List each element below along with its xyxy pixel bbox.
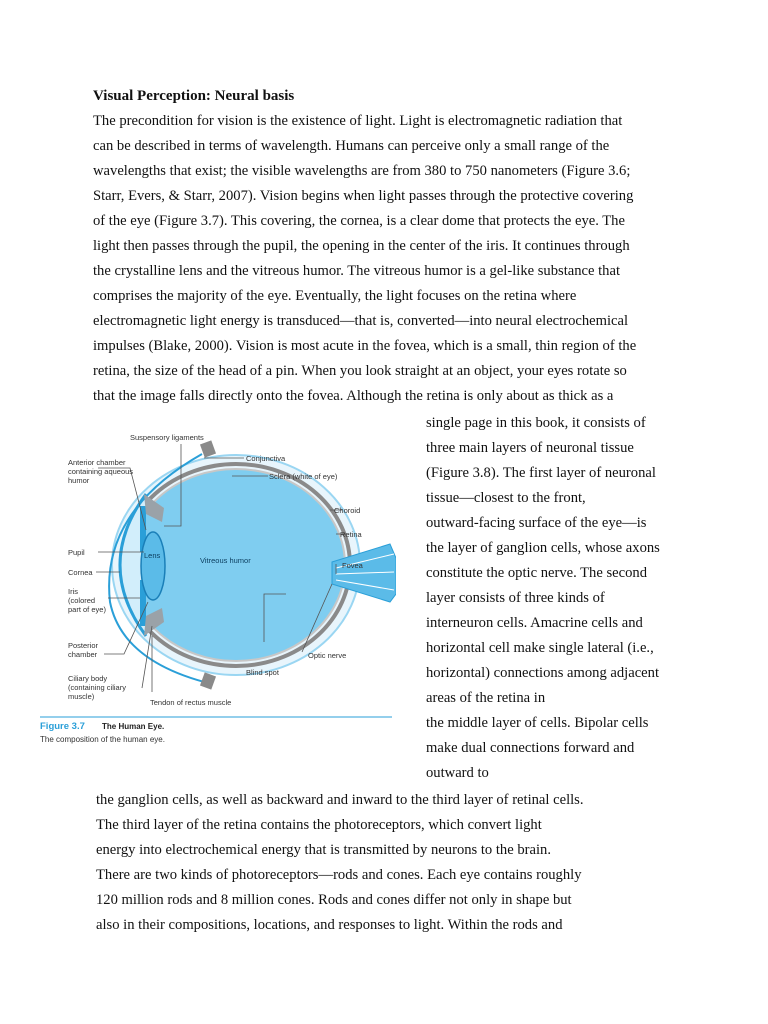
label-blind-spot: Blind spot (246, 668, 279, 677)
paragraph-line: The precondition for vision is the existence of light. Light is electromagnetic radiation that (93, 113, 623, 129)
label-posterior-2: chamber (68, 650, 98, 659)
paragraph-line: comprises the majority of the eye. Eventually, the light focuses on the retina where (93, 288, 577, 304)
label-fovea: Fovea (342, 561, 363, 570)
label-optic-nerve: Optic nerve (308, 651, 347, 660)
paragraph-line: impulses (Blake, 2000). Vision is most acute in the fovea, which is a small, thin region of the (93, 338, 637, 354)
label-ciliary-2: (containing ciliary (68, 683, 126, 692)
label-iris-3: part of eye) (68, 605, 106, 614)
side-paragraph-line: three main layers of neuronal tissue (426, 440, 634, 456)
label-anterior-1: Anterior chamber (68, 458, 126, 467)
label-choroid: Choroid (334, 506, 361, 515)
paragraph-line: of the eye (Figure 3.7). This covering, the cornea, is a clear dome that protects the eye. The (93, 213, 625, 229)
tendon-lower (200, 672, 216, 689)
bottom-paragraph-line: energy into electrochemical energy that is transmitted by neurons to the brain. (96, 842, 551, 858)
label-ciliary-3: muscle) (68, 692, 95, 701)
paragraph-line: retina, the size of the head of a pin. When you look straight at an object, your eyes rotate so (93, 363, 627, 379)
side-paragraph-line: outward-facing surface of the eye—is (426, 515, 647, 531)
tendon-upper (200, 440, 216, 457)
label-posterior-1: Posterior (68, 641, 99, 650)
label-anterior-3: humor (68, 476, 90, 485)
paragraph-line: electromagnetic light energy is transduced—that is, converted—into neural electrochemical (93, 313, 629, 329)
side-paragraph-line: the layer of ganglion cells, whose axons (426, 540, 660, 556)
side-paragraph-line: the middle layer of cells. Bipolar cells (426, 715, 649, 731)
side-paragraph-line: make dual connections forward and (426, 740, 635, 756)
section-heading: Visual Perception: Neural basis (93, 88, 295, 104)
label-conjunctiva: Conjunctiva (246, 454, 286, 463)
figure-caption: The composition of the human eye. (40, 735, 165, 744)
bottom-paragraph-line: also in their compositions, locations, and responses to light. Within the rods and (96, 917, 563, 933)
paragraph-line: light then passes through the pupil, the opening in the center of the iris. It continues through (93, 238, 630, 254)
label-pupil: Pupil (68, 548, 85, 557)
label-sclera: Sclera (white of eye) (269, 472, 338, 481)
side-paragraph-line: horizontal) connections among adjacent (426, 665, 660, 681)
lens-shape (141, 532, 165, 600)
eye-figure (36, 422, 396, 752)
side-paragraph-line: tissue—closest to the front, (426, 490, 586, 506)
side-paragraph-line: single page in this book, it consists of (426, 415, 646, 431)
label-iris-2: (colored (68, 596, 96, 605)
label-retina: Retina (340, 530, 362, 539)
figure-number: Figure 3.7 (40, 721, 85, 732)
bottom-paragraph-line: There are two kinds of photoreceptors—rods and cones. Each eye contains roughly (96, 867, 582, 883)
side-paragraph-line: interneuron cells. Amacrine cells and (426, 615, 643, 631)
side-paragraph-line: (Figure 3.8). The first layer of neuronal (426, 465, 656, 481)
side-paragraph-line: outward to (426, 765, 489, 781)
paragraph-line: can be described in terms of wavelength. Humans can perceive only a small range of the (93, 138, 610, 154)
label-cornea: Cornea (68, 568, 93, 577)
label-anterior-2: containing aqueous (68, 467, 134, 476)
side-paragraph-line: constitute the optic nerve. The second (426, 565, 648, 581)
label-iris-1: Iris (68, 587, 78, 596)
paragraph-line: the crystalline lens and the vitreous humor. The vitreous humor is a gel-like substance that (93, 263, 621, 279)
label-ciliary-1: Ciliary body (68, 674, 108, 683)
side-paragraph-line: areas of the retina in (426, 690, 546, 706)
bottom-paragraph-line: 120 million rods and 8 million cones. Rods and cones differ not only in shape but (96, 892, 572, 908)
paragraph-line: that the image falls directly onto the fovea. Although the retina is only about as thick as a (93, 388, 614, 404)
label-vitreous: Vitreous humor (200, 556, 251, 565)
paragraph-line: wavelengths that exist; the visible wavelengths are from 380 to 750 nanometers (Figure 3.6; (93, 163, 631, 179)
label-lens: Lens (144, 551, 161, 560)
side-paragraph-line: layer consists of three kinds of (426, 590, 605, 606)
figure-title: The Human Eye. (102, 722, 165, 731)
side-paragraph-line: horizontal cell make single lateral (i.e., (426, 640, 654, 656)
paragraph-line: Starr, Evers, & Starr, 2007). Vision begins when light passes through the protective covering (93, 188, 634, 204)
bottom-paragraph-line: the ganglion cells, as well as backward and inward to the third layer of retinal cells. (96, 792, 584, 808)
bottom-paragraph-line: The third layer of the retina contains the photoreceptors, which convert light (96, 817, 542, 833)
eye-diagram (36, 422, 396, 752)
label-tendon: Tendon of rectus muscle (150, 698, 232, 707)
label-suspensory: Suspensory ligaments (130, 433, 204, 442)
